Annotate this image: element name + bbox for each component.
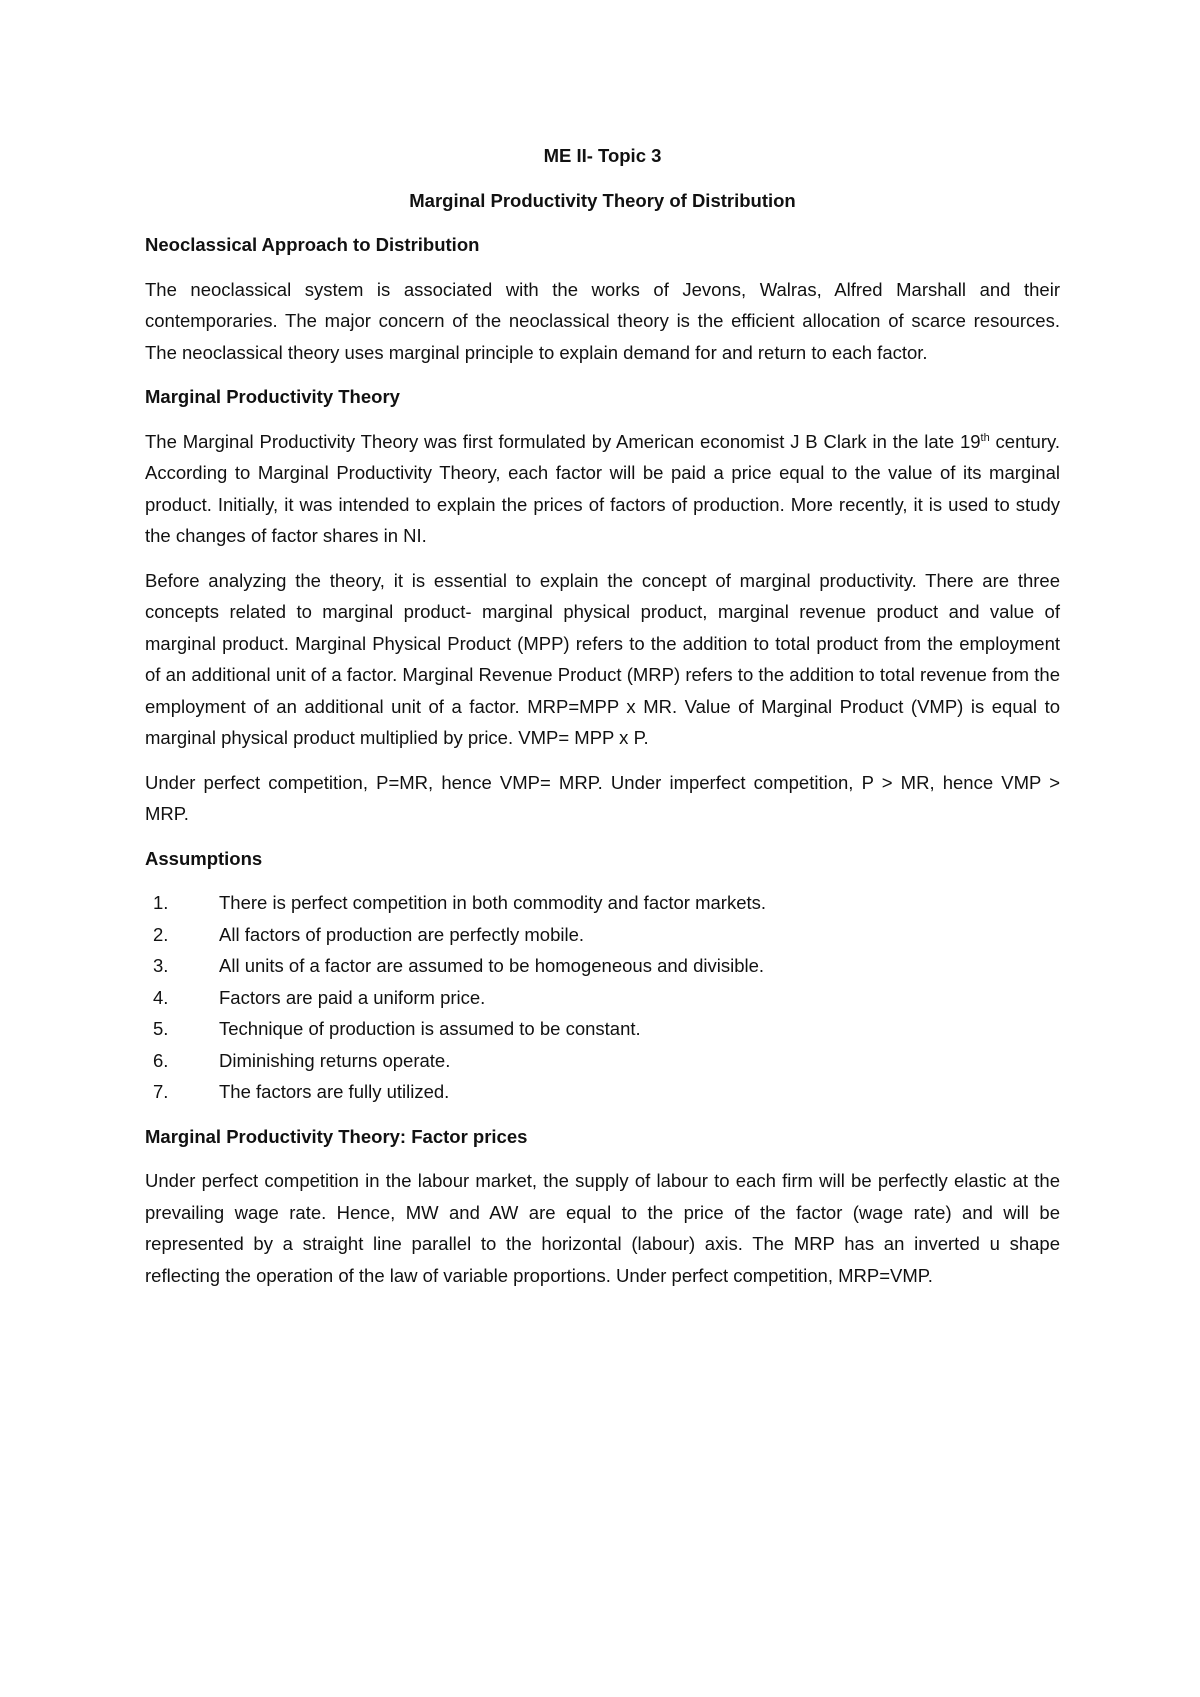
list-item-text: Factors are paid a uniform price. — [219, 986, 486, 1008]
list-item-number: 4. — [153, 986, 169, 1008]
paragraph-neoclassical: The neoclassical system is associated with the works of Jevons, Walras, Alfred Marshall and their contemporaries. The major concern of the neoclassical theory is the efficient allocation of scarce resources. The neoclassical theory uses marginal principle to explain demand for and return to each factor. — [145, 278, 1060, 363]
list-item-number: 2. — [153, 923, 169, 945]
list-item-number: 7. — [153, 1081, 169, 1102]
list-item-number: 3. — [153, 955, 169, 976]
section-heading-assumptions: Assumptions — [145, 847, 263, 869]
list-item — [145, 1013, 1060, 1045]
paragraph-mpt-intro-part2: century. According to Marginal Productivity Theory, each factor will be paid a price equal to the value of its marginal product. Initially, it was intended to explain the prices of factors of production. More recently, it is used to study the changes of factor shares in NI. — [145, 430, 1060, 546]
list-item — [145, 1045, 1060, 1077]
document-title: Marginal Productivity Theory of Distribution — [409, 189, 796, 211]
paragraph-mpt-intro — [145, 426, 1060, 552]
section-heading-factor-prices: Marginal Productivity Theory: Factor prices — [145, 1125, 528, 1147]
list-item — [145, 1076, 1060, 1108]
list-item-text: There is perfect competition in both commodity and factor markets. — [219, 892, 767, 913]
list-item — [145, 919, 1060, 951]
list-item-text: The factors are fully utilized. — [219, 1081, 450, 1102]
list-item-number: 5. — [153, 1018, 169, 1039]
list-item-number: 6. — [153, 1049, 169, 1071]
section-heading-mpt: Marginal Productivity Theory — [145, 386, 400, 407]
list-item-text: Technique of production is assumed to be constant. — [219, 1018, 641, 1039]
list-item — [145, 887, 1060, 919]
assumptions-list — [145, 887, 1060, 1108]
list-item-text: All units of a factor are assumed to be homogeneous and divisible. — [219, 955, 765, 976]
ordinal-superscript: th — [980, 431, 990, 444]
list-item-number: 1. — [153, 892, 169, 913]
course-topic-title: ME II- Topic 3 — [543, 145, 662, 166]
paragraph-mpt-concepts: Before analyzing the theory, it is essential to explain the concept of marginal productivity. There are three concepts related to marginal product- marginal physical product, marginal revenue product and value of marginal product. Marginal Physical Product (MPP) refers to the addition to total product from the employment of an additional unit of a factor. Marginal Revenue Product (MRP) refers to the addition to total revenue from the employment of an additional unit of a factor. MRP=MPP x MR. Value of Marginal Product (VMP) is equal to marginal physical product multiplied by price. VMP= MPP x P. — [145, 569, 1060, 748]
list-item — [145, 950, 1060, 982]
document-page — [145, 140, 1060, 1304]
list-item-text: Diminishing returns operate. — [219, 1049, 451, 1071]
paragraph-mpt-competition: Under perfect competition, P=MR, hence VMP= MRP. Under imperfect competition, P > MR, hence VMP > MRP. — [145, 771, 1060, 824]
section-heading-neoclassical: Neoclassical Approach to Distribution — [145, 234, 480, 255]
list-item — [145, 982, 1060, 1014]
paragraph-mpt-intro-part1: The Marginal Productivity Theory was first formulated by American economist J B Clark in the late 19 — [145, 430, 981, 452]
paragraph-factor-prices: Under perfect competition in the labour market, the supply of labour to each firm will be perfectly elastic at the prevailing wage rate. Hence, MW and AW are equal to the price of the factor (wage rate) and will be represented by a straight line parallel to the horizontal (labour) axis. The MRP has an inverted u shape reflecting the operation of the law of variable proportions. Under perfect competition, MRP=VMP. — [145, 1170, 1060, 1286]
list-item-text: All factors of production are perfectly mobile. — [219, 923, 585, 945]
